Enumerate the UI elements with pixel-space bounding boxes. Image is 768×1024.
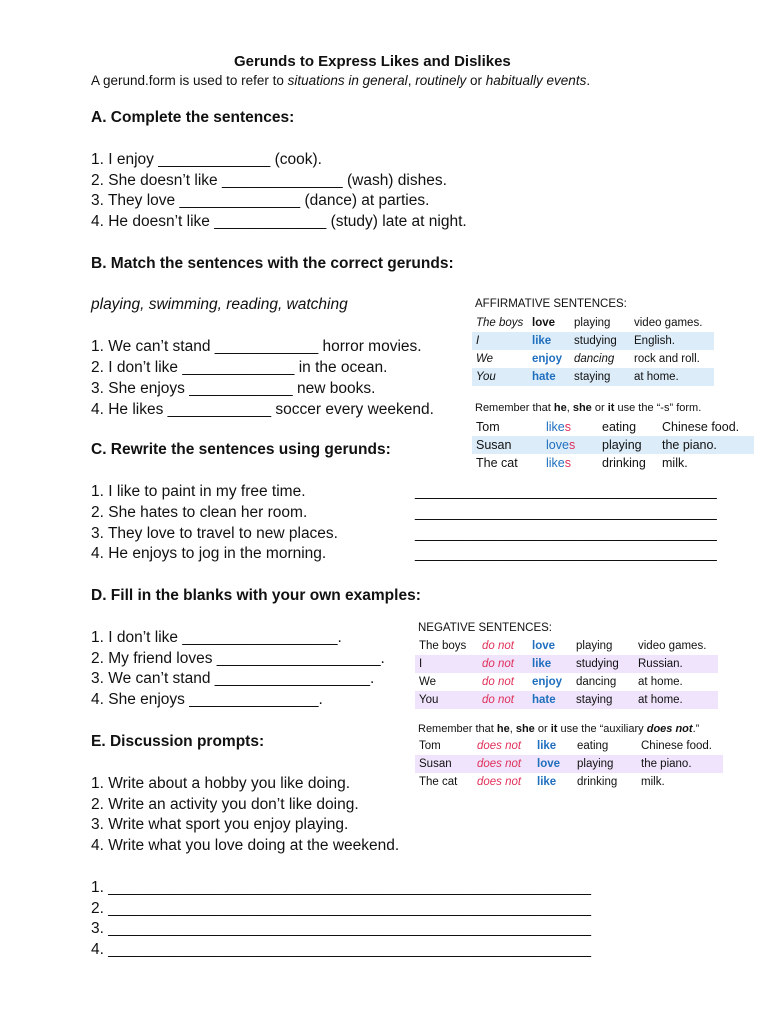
auxiliary-cell: do not: [478, 655, 528, 673]
table-row: [415, 673, 718, 691]
table-row: [415, 737, 723, 755]
gerund-cell: playing: [573, 755, 637, 773]
exercise-line: 1. I enjoy _____________ (cook).: [91, 151, 322, 168]
verb-cell: love: [533, 755, 573, 773]
subject-cell: The cat: [476, 456, 518, 470]
rule-text: use the “auxiliary: [557, 723, 647, 735]
answer-line: 3. ________________________________________________________: [91, 920, 591, 937]
verb-cell: [542, 436, 598, 454]
exercise-line: 4. Write what you love doing at the weekend.: [91, 837, 400, 854]
rule-text: use the “-s” form.: [614, 402, 702, 414]
gerund-cell: playing: [576, 640, 613, 652]
object-cell: at home.: [630, 368, 714, 386]
intro-part: .: [586, 73, 591, 88]
subject-cell: I: [472, 332, 528, 350]
third-person-affirmative-table: [472, 418, 754, 472]
object-cell: Russian.: [634, 655, 718, 673]
page-title: Gerunds to Express Likes and Dislikes: [234, 53, 511, 70]
auxiliary-cell: does not: [473, 755, 533, 773]
object-cell: milk.: [662, 456, 688, 470]
intro-emphasis: habitually events: [485, 73, 587, 88]
rule-text: Remember that: [418, 723, 497, 735]
rule-pronoun: it: [550, 723, 558, 735]
subject-cell: The cat: [419, 776, 458, 788]
gerund-cell: playing: [574, 317, 611, 329]
verb-cell: love: [532, 317, 556, 329]
exercise-line: 2. My friend loves ___________________.: [91, 650, 385, 667]
table-row: [415, 655, 718, 673]
table-row: [472, 368, 714, 386]
exercise-line: 2. She doesn’t like ______________ (wash) dishes.: [91, 172, 447, 189]
verb-stem: love: [546, 438, 569, 452]
auxiliary-cell: does not: [477, 776, 522, 788]
answer-blank: ___________________________________: [415, 504, 717, 521]
section-b-heading: B. Match the sentences with the correct gerunds:: [91, 255, 454, 272]
exercise-line: 4. He likes ____________ soccer every weekend.: [91, 401, 434, 418]
verb-cell: like: [528, 332, 570, 350]
exercise-line: 3. They love to travel to new places.: [91, 525, 338, 542]
gerund-cell: eating: [602, 420, 637, 434]
verb-suffix: s: [568, 438, 576, 452]
verb-cell: [542, 418, 598, 436]
exercise-line: 3. They love ______________ (dance) at parties.: [91, 192, 430, 209]
table-row: [472, 418, 754, 436]
auxiliary-cell: do not: [482, 640, 514, 652]
intro-part: ,: [407, 73, 416, 88]
affirmative-rule: [475, 402, 701, 414]
gerund-cell: staying: [570, 368, 630, 386]
table-row: [415, 773, 723, 791]
affirmative-table: [472, 314, 714, 386]
verb-cell: love: [532, 640, 556, 652]
rule-pronoun: he: [496, 723, 510, 735]
subject-cell: You: [472, 368, 528, 386]
gerund-cell: staying: [572, 691, 634, 709]
object-cell: milk.: [641, 776, 665, 788]
exercise-line: 1. Write about a hobby you like doing.: [91, 775, 351, 792]
auxiliary-cell: do not: [478, 691, 528, 709]
intro-emphasis: routinely: [415, 73, 467, 88]
third-person-negative-table: [415, 737, 723, 791]
negative-table: [415, 637, 718, 709]
object-cell: English.: [630, 332, 714, 350]
intro-part: A gerund.form is used to refer to: [91, 73, 288, 88]
answer-blank: ___________________________________: [415, 483, 717, 500]
exercise-line: 1. I like to paint in my free time.: [91, 483, 306, 500]
answer-blank: ___________________________________: [415, 545, 717, 562]
table-row: [472, 314, 714, 332]
rule-text: Remember that: [475, 402, 554, 414]
subject-cell: Susan: [472, 436, 542, 454]
affirmative-caption: AFFIRMATIVE SENTENCES:: [475, 298, 627, 310]
verb-cell: hate: [528, 691, 572, 709]
verb-suffix: s: [564, 456, 572, 470]
exercise-line: 4. He doesn’t like _____________ (study) late at night.: [91, 213, 467, 230]
exercise-line: 1. I don’t like __________________.: [91, 629, 342, 646]
object-cell: rock and roll.: [634, 353, 700, 365]
table-row: [415, 637, 718, 655]
gerund-cell: studying: [570, 332, 630, 350]
verb-cell: enjoy: [532, 353, 563, 365]
exercise-line: 3. We can’t stand __________________.: [91, 670, 375, 687]
object-cell: Chinese food.: [662, 420, 740, 434]
section-c-heading: C. Rewrite the sentences using gerunds:: [91, 441, 391, 458]
table-row: [472, 332, 714, 350]
subject-cell: We: [476, 353, 494, 365]
section-e-heading: E. Discussion prompts:: [91, 733, 265, 750]
gerund-cell: studying: [572, 655, 634, 673]
exercise-line: 3. She enjoys ____________ new books.: [91, 380, 376, 397]
object-cell: video games.: [638, 640, 707, 652]
rule-text: ,: [509, 723, 516, 735]
rule-pronoun: it: [607, 402, 615, 414]
intro-part: or: [466, 73, 486, 88]
subject-cell: You: [415, 691, 478, 709]
table-row: [415, 691, 718, 709]
auxiliary-cell: do not: [482, 676, 514, 688]
object-cell: the piano.: [637, 755, 723, 773]
object-cell: video games.: [634, 317, 703, 329]
gerund-cell: dancing: [576, 676, 617, 688]
exercise-line: 4. She enjoys _______________.: [91, 691, 323, 708]
verb-cell: enjoy: [532, 676, 563, 688]
table-row: [472, 454, 754, 472]
exercise-line: 4. He enjoys to jog in the morning.: [91, 545, 327, 562]
rule-text: or: [591, 402, 608, 414]
exercise-line: 2. I don’t like _____________ in the ocean.: [91, 359, 388, 376]
gerund-options: playing, swimming, reading, watching: [91, 296, 348, 313]
rule-pronoun: she: [515, 723, 535, 735]
verb-suffix: s: [564, 420, 572, 434]
subject-cell: Susan: [415, 755, 473, 773]
object-cell: the piano.: [658, 436, 754, 454]
gerund-cell: eating: [577, 740, 609, 752]
negative-caption: NEGATIVE SENTENCES:: [418, 622, 552, 634]
table-row: [472, 436, 754, 454]
answer-line: 1. ________________________________________________________: [91, 879, 591, 896]
rule-text: or: [534, 723, 551, 735]
answer-line: 4. ________________________________________________________: [91, 941, 591, 958]
section-d-heading: D. Fill in the blanks with your own examples:: [91, 587, 421, 604]
verb-cell: like: [537, 776, 557, 788]
gerund-cell: drinking: [577, 776, 618, 788]
verb-cell: like: [528, 655, 572, 673]
negative-rule: [418, 723, 699, 735]
answer-line: 2. ________________________________________________________: [91, 900, 591, 917]
rule-text: .”: [692, 723, 700, 735]
subject-cell: We: [419, 676, 437, 688]
verb-stem: like: [546, 456, 565, 470]
exercise-line: 2. Write an activity you don’t like doing.: [91, 796, 359, 813]
subject-cell: Tom: [476, 420, 500, 434]
verb-cell: like: [537, 740, 557, 752]
subject-cell: The boys: [476, 317, 524, 329]
rule-pronoun: she: [572, 402, 592, 414]
subject-cell: Tom: [419, 740, 441, 752]
rule-auxiliary: does not: [646, 723, 693, 735]
exercise-line: 3. Write what sport you enjoy playing.: [91, 816, 349, 833]
verb-cell: [542, 454, 598, 472]
table-row: [472, 350, 714, 368]
subject-cell: I: [415, 655, 478, 673]
exercise-line: 2. She hates to clean her room.: [91, 504, 308, 521]
object-cell: at home.: [634, 691, 718, 709]
auxiliary-cell: does not: [477, 740, 522, 752]
verb-stem: like: [546, 420, 565, 434]
section-a-heading: A. Complete the sentences:: [91, 109, 295, 126]
object-cell: Chinese food.: [641, 740, 712, 752]
exercise-line: 1. We can’t stand ____________ horror movies.: [91, 338, 422, 355]
subject-cell: The boys: [419, 640, 467, 652]
gerund-cell: playing: [598, 436, 658, 454]
rule-text: ,: [566, 402, 573, 414]
table-row: [415, 755, 723, 773]
answer-blank: ___________________________________: [415, 525, 717, 542]
object-cell: at home.: [638, 676, 683, 688]
gerund-cell: dancing: [574, 353, 615, 365]
rule-pronoun: he: [553, 402, 567, 414]
verb-cell: hate: [528, 368, 570, 386]
intro-emphasis: situations in general: [287, 73, 408, 88]
intro-text: [91, 73, 590, 88]
gerund-cell: drinking: [602, 456, 646, 470]
